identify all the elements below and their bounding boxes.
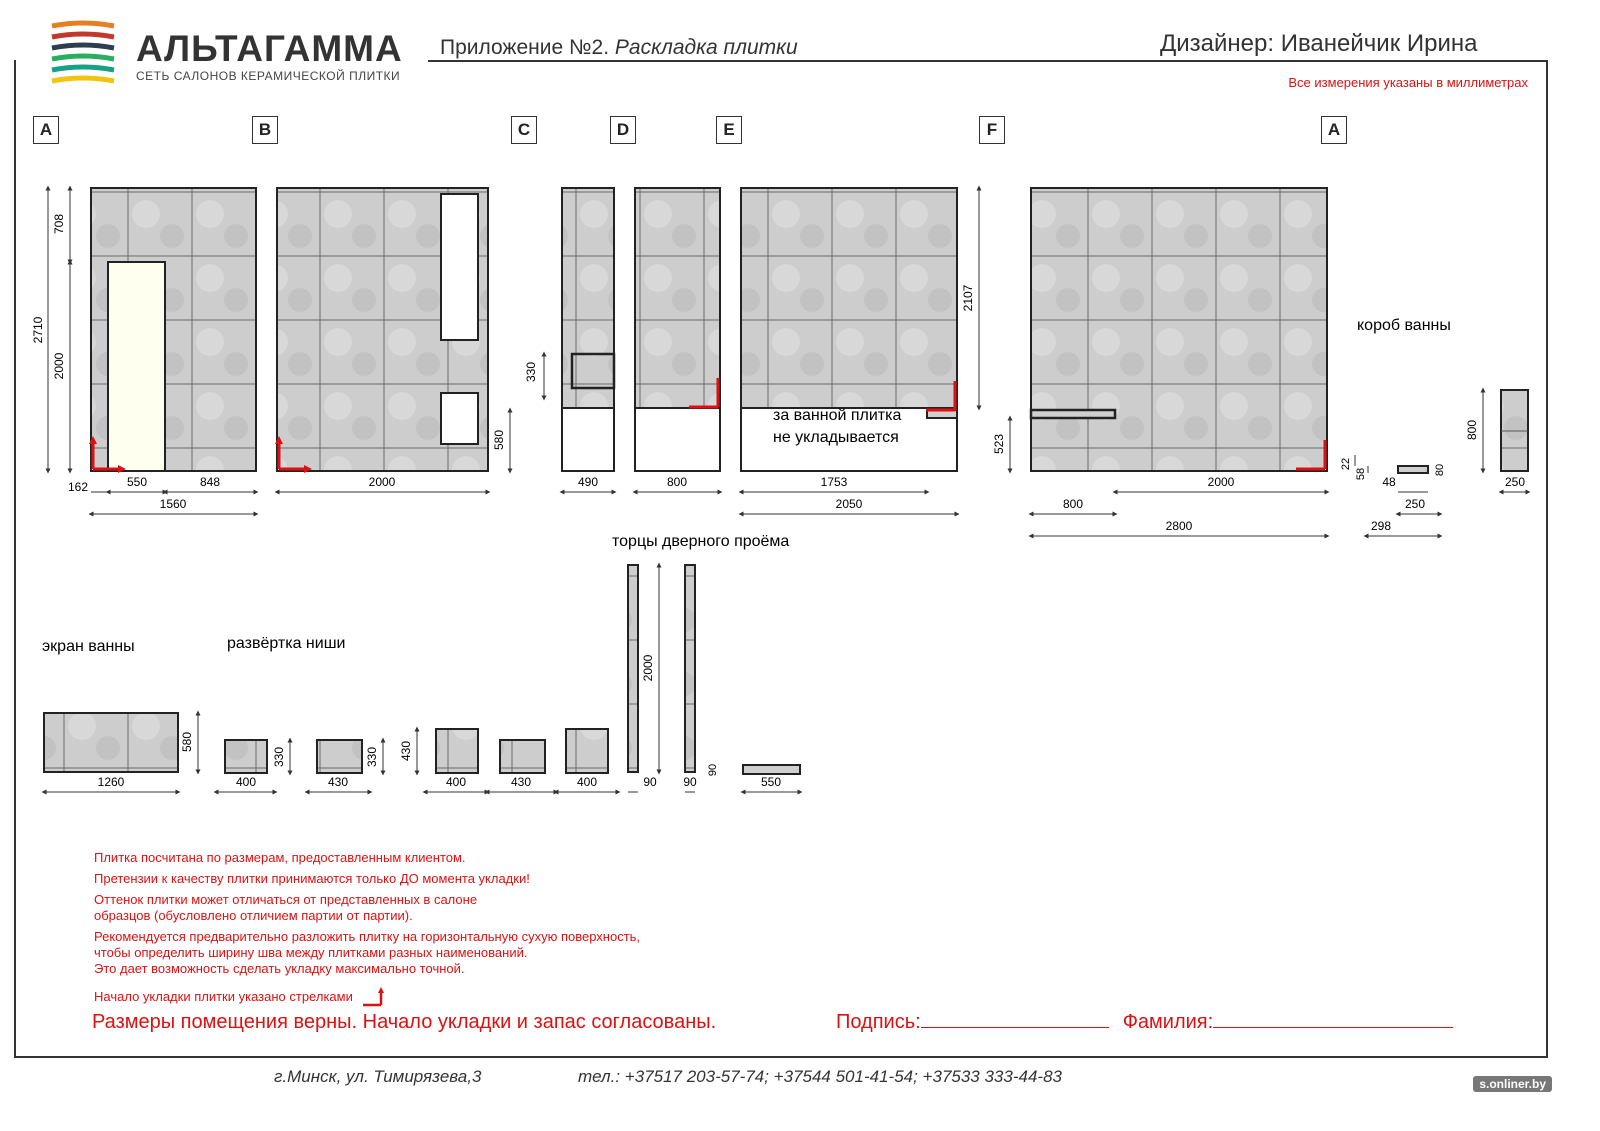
note-2: Претензии к качеству плитки принимаются только ДО момента укладки!	[94, 871, 530, 886]
dim-c-330: 330	[524, 361, 538, 383]
note-3b: образцов (обусловлено отличием партии от партии).	[94, 908, 413, 923]
dim-door-90c: 90	[707, 763, 719, 777]
wall-b	[275, 188, 510, 492]
section-label-c: C	[511, 116, 537, 144]
dim-niche-330b: 330	[365, 746, 379, 768]
bath-box-caption: короб ванны	[1357, 317, 1451, 334]
footer-phones: тел.: +37517 203-57-74; +37544 501-41-54; +37533 333-44-83	[578, 1067, 1062, 1086]
note-1: Плитка посчитана по размерам, предоставленным клиентом.	[94, 850, 466, 865]
wall-e	[741, 188, 979, 514]
dim-b-2000: 2000	[368, 475, 396, 489]
door-ends-caption: торцы дверного проёма	[612, 533, 790, 550]
section-label-d: D	[610, 116, 636, 144]
dim-niche-400c: 400	[576, 775, 598, 789]
dim-a-2710: 2710	[31, 316, 45, 344]
dim-niche-400b: 400	[445, 775, 467, 789]
dim-e-2050: 2050	[835, 497, 863, 511]
dim-b-580: 580	[492, 429, 506, 451]
dim-a-2000: 2000	[52, 352, 66, 380]
note-3a: Оттенок плитки может отличаться от представленных в салоне	[94, 892, 478, 907]
brand-name: АЛЬТАГАММА	[136, 28, 403, 69]
note-4b: чтобы определить ширину шва между плитками разных наименований.	[94, 945, 528, 960]
surname-field[interactable]	[1213, 1027, 1453, 1028]
niche-upper	[441, 194, 478, 340]
dim-door-2000: 2000	[641, 654, 655, 682]
section-label-f: F	[979, 116, 1005, 144]
bath-screen	[42, 638, 198, 792]
surname-label: Фамилия:	[1122, 1011, 1214, 1033]
wall-f	[992, 188, 1327, 536]
no-tile-note-line1: за ванной плитка	[773, 407, 902, 424]
dim-box-58: 58	[1355, 467, 1367, 481]
units-note: Все измерения указаны в миллиметрах	[1288, 75, 1528, 90]
dim-a-1560: 1560	[159, 497, 187, 511]
dim-e-1753: 1753	[820, 475, 848, 489]
note-4a: Рекомендуется предварительно разложить плитку на горизонтальную сухую поверхность,	[94, 929, 641, 944]
start-arrow-icon	[359, 987, 385, 1007]
dim-door-90b: 90	[683, 775, 697, 789]
designer-name: Дизайнер: Иванейчик Ирина	[1160, 30, 1478, 57]
wall-d	[635, 188, 720, 492]
dim-box-80: 80	[1434, 463, 1446, 477]
dim-box-250b: 250	[1504, 475, 1526, 489]
dim-door-550: 550	[760, 775, 782, 789]
door-opening	[108, 262, 165, 471]
dim-screen-580: 580	[180, 731, 194, 753]
dim-niche-430a: 430	[327, 775, 349, 789]
dim-f-2000: 2000	[1207, 475, 1235, 489]
dim-a-162: 162	[67, 480, 89, 494]
note-4c: Это дает возможность сделать укладку максимально точной.	[94, 961, 465, 976]
dim-e-2107: 2107	[961, 284, 975, 312]
wall-a	[31, 188, 256, 514]
dim-box-22: 22	[1340, 457, 1352, 471]
signature-block	[836, 1011, 1453, 1034]
dim-screen-1260: 1260	[97, 775, 125, 789]
dim-a-708: 708	[52, 213, 66, 235]
niche-unfold	[216, 635, 618, 792]
section-label-e: E	[716, 116, 742, 144]
dim-a-550: 550	[126, 475, 148, 489]
section-label-a2: A	[1321, 116, 1347, 144]
bath-box	[1340, 317, 1528, 536]
dim-d-800: 800	[666, 475, 688, 489]
dim-box-250: 250	[1404, 497, 1426, 511]
dim-niche-400a: 400	[235, 775, 257, 789]
confirmation-text: Размеры помещения верны. Начало укладки и запас согласованы.	[92, 1011, 717, 1033]
document-title-number: Приложение №2.	[440, 36, 610, 59]
wall-c	[524, 188, 614, 492]
bath-screen-caption: экран ванны	[42, 638, 135, 655]
dim-niche-330a: 330	[272, 746, 286, 768]
dim-box-48: 48	[1382, 475, 1396, 489]
dim-niche-430v: 430	[399, 740, 413, 762]
dim-a-848: 848	[199, 475, 221, 489]
door-ends	[612, 533, 800, 792]
dim-f-2800: 2800	[1165, 519, 1193, 533]
section-label-a: A	[33, 116, 59, 144]
footer-address: г.Минск, ул. Тимирязева,3	[274, 1067, 482, 1086]
note-5: Начало укладки плитки указано стрелками	[94, 989, 353, 1004]
signature-label: Подпись:	[836, 1011, 921, 1033]
niche-lower	[441, 393, 478, 444]
section-label-b: B	[252, 116, 278, 144]
dim-door-90a: 90	[643, 775, 657, 789]
dim-f-800: 800	[1062, 497, 1084, 511]
dim-box-298: 298	[1370, 519, 1392, 533]
dim-niche-430b: 430	[510, 775, 532, 789]
document-title-subject: Раскладка плитки	[614, 36, 798, 59]
brand-tagline: СЕТЬ САЛОНОВ КЕРАМИЧЕСКОЙ ПЛИТКИ	[136, 69, 401, 83]
dim-f-523: 523	[992, 433, 1006, 455]
notes-block	[94, 850, 734, 1012]
niche-unfold-caption: развёртка ниши	[227, 635, 346, 652]
dim-c-490: 490	[577, 475, 599, 489]
signature-field[interactable]	[921, 1027, 1109, 1028]
dim-box-800: 800	[1465, 419, 1479, 441]
watermark: s.onliner.by	[1473, 1076, 1552, 1092]
no-tile-note-line2: не укладывается	[773, 429, 899, 446]
